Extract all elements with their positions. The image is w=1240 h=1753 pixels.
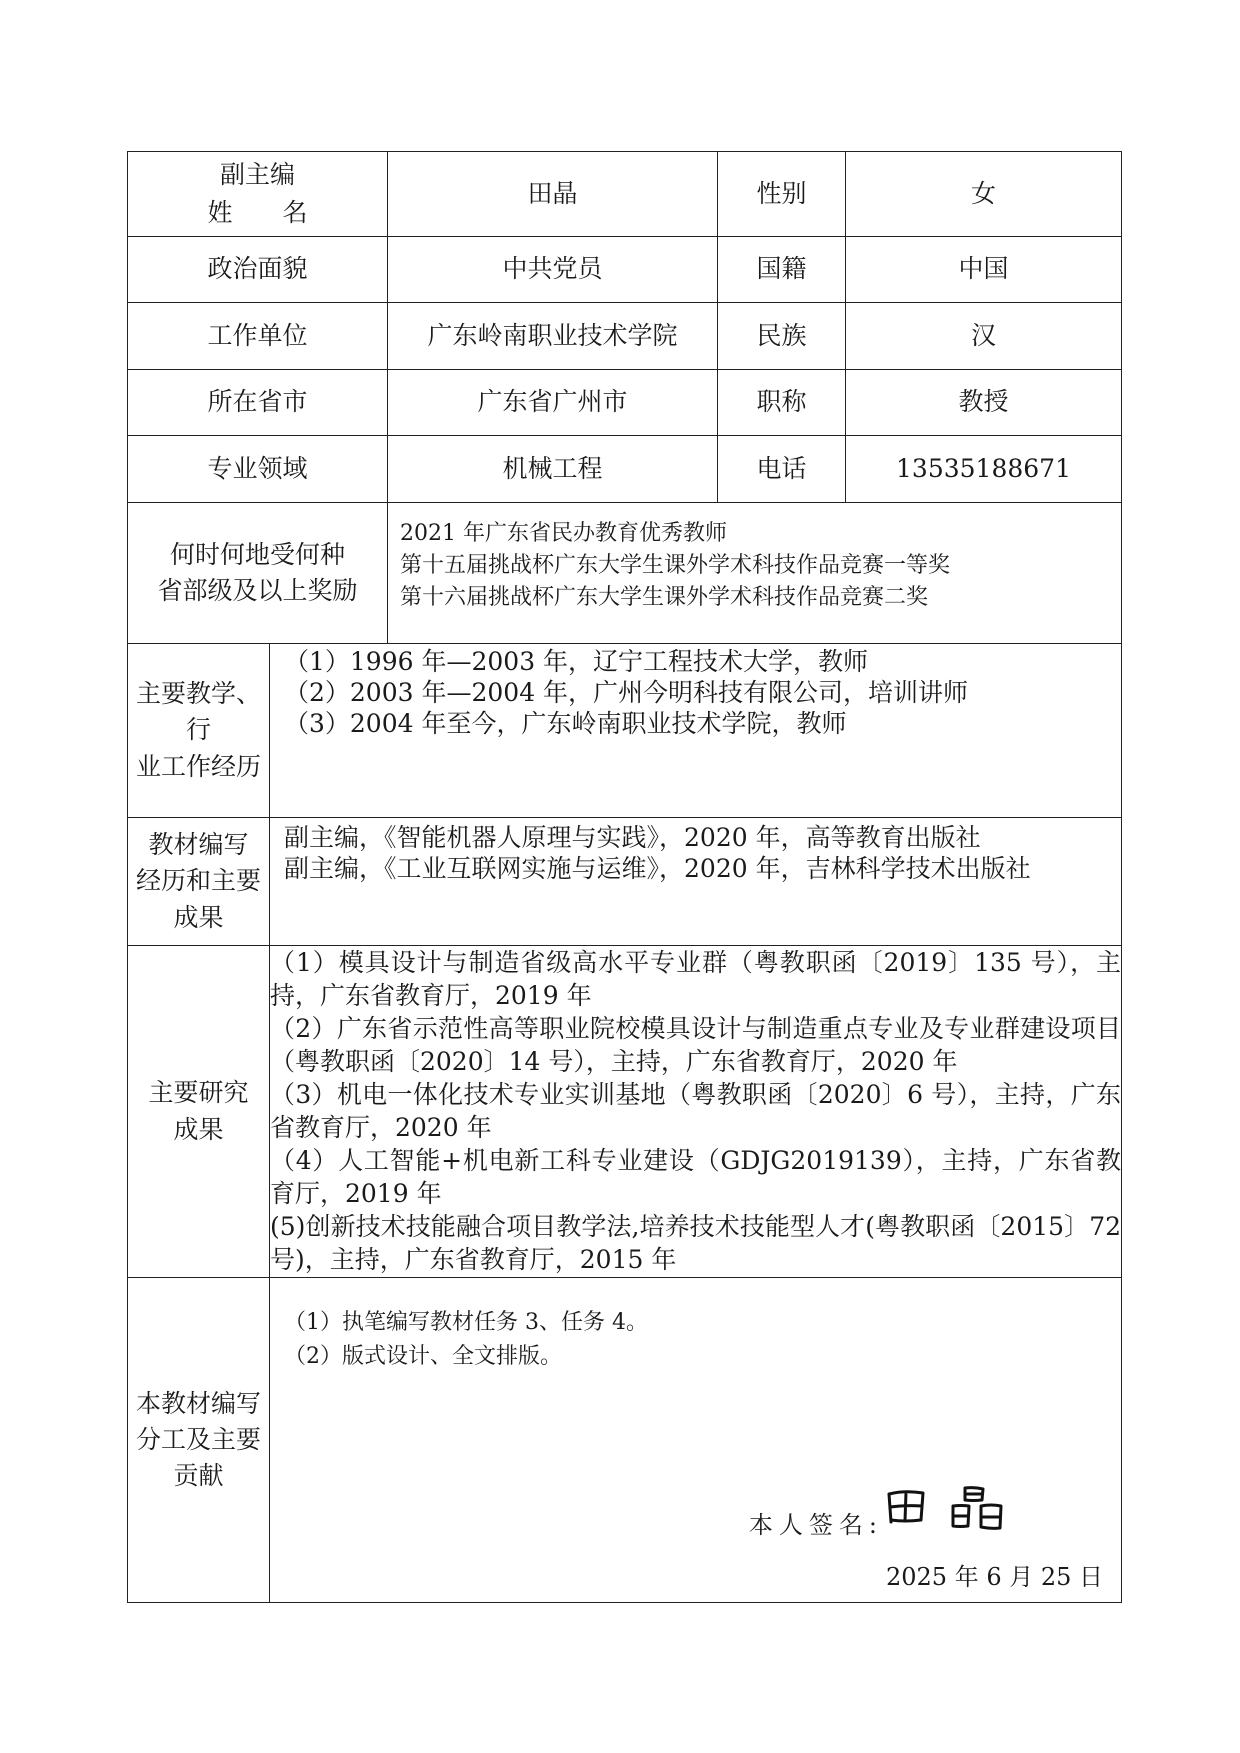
ethnicity-value: 汉 [846, 303, 1122, 370]
research-item: (5)创新技术技能融合项目教学法,培养技术技能型人才(粤教职函〔2015〕72 号)，主持，广东省教育厅，2015 年 [270, 1212, 1122, 1274]
research-label [128, 946, 270, 1278]
contribution-label-line3: 贡献 [173, 1461, 224, 1491]
research-label-line1: 主要研究 [148, 1078, 249, 1108]
row-textbooks [128, 818, 1122, 946]
gender-label: 性别 [718, 152, 846, 237]
experience-content [270, 644, 1122, 818]
name-label-cell [128, 152, 388, 237]
experience-label [128, 644, 270, 818]
award-item: 2021 年广东省民办教育优秀教师 [400, 521, 727, 546]
row-field [128, 436, 1122, 503]
contribution-label-line2: 分工及主要 [135, 1424, 261, 1454]
row-awards [128, 503, 1122, 644]
row-contribution [128, 1278, 1122, 1603]
politics-value: 中共党员 [388, 237, 718, 303]
signature-drawing [883, 1484, 1033, 1534]
province-value: 广东省广州市 [388, 370, 718, 436]
experience-label-line2: 业工作经历 [135, 751, 261, 781]
award-item: 第十五届挑战杯广东大学生课外学术科技作品竞赛一等奖 [400, 553, 951, 578]
politics-label: 政治面貌 [128, 237, 388, 303]
field-label: 专业领域 [128, 436, 388, 503]
textbooks-content [270, 818, 1122, 946]
contribution-items [270, 1278, 1121, 1374]
name-value: 田晶 [388, 152, 718, 237]
gender-value: 女 [846, 152, 1122, 237]
award-item: 第十六届挑战杯广东大学生课外学术科技作品竞赛二奖 [400, 585, 929, 610]
awards-content [388, 503, 1122, 644]
experience-item: （3）2004 年至今，广东岭南职业技术学院，教师 [284, 709, 847, 738]
research-item: （3）机电一体化技术专业实训基地（粤教职函〔2020〕6 号），主持，广东省教育厅，2020 年 [270, 1080, 1122, 1142]
contribution-label [128, 1278, 270, 1603]
field-value: 机械工程 [388, 436, 718, 503]
experience-label-line1: 主要教学、行 [135, 679, 261, 745]
textbooks-label-line1: 教材编写 [148, 830, 249, 860]
phone-label: 电话 [718, 436, 846, 503]
role-label: 副主编 [220, 160, 296, 189]
contribution-content [270, 1278, 1122, 1603]
nationality-label: 国籍 [718, 237, 846, 303]
research-item: （2）广东省示范性高等职业院校模具设计与制造重点专业及专业群建设项目（粤教职函〔2020〕14 号），主持，广东省教育厅，2020 年 [270, 1014, 1122, 1076]
row-work [128, 303, 1122, 370]
name-label: 姓 名 [207, 198, 308, 227]
row-politics [128, 237, 1122, 303]
textbook-item: 副主编，《工业互联网实施与运维》，2020 年，吉林科学技术出版社 [284, 854, 1031, 883]
contribution-item: （2）版式设计、全文排版。 [284, 1344, 562, 1369]
row-province [128, 370, 1122, 436]
work-value: 广东岭南职业技术学院 [388, 303, 718, 370]
row-name [128, 152, 1122, 237]
research-item: （1）模具设计与制造省级高水平专业群（粤教职函〔2019〕135 号），主持，广东省教育厅，2019 年 [270, 948, 1122, 1010]
experience-item: （1）1996 年—2003 年，辽宁工程技术大学，教师 [284, 647, 869, 676]
research-label-line2: 成果 [173, 1114, 224, 1144]
title-label: 职称 [718, 370, 846, 436]
signature-label: 本人签名: [748, 1511, 884, 1539]
handwritten-signature [883, 1484, 1033, 1540]
row-experience [128, 644, 1122, 818]
contribution-item: （1）执笔编写教材任务 3、任务 4。 [284, 1310, 648, 1335]
phone-value: 13535188671 [846, 436, 1122, 503]
textbooks-label-line3: 成果 [173, 902, 224, 932]
title-value: 教授 [846, 370, 1122, 436]
contribution-label-line1: 本教材编写 [135, 1388, 261, 1418]
nationality-value: 中国 [846, 237, 1122, 303]
province-label: 所在省市 [128, 370, 388, 436]
work-label: 工作单位 [128, 303, 388, 370]
research-content [270, 946, 1122, 1278]
research-item: （4）人工智能+机电新工科专业建设（GDJG2019139），主持，广东省教育厅，2019 年 [270, 1146, 1122, 1208]
textbooks-label [128, 818, 270, 946]
awards-label-line1: 何时何地受何种 [170, 539, 346, 569]
signature-date: 2025 年 6 月 25 日 [885, 1563, 1104, 1591]
textbook-item: 副主编，《智能机器人原理与实践》，2020 年，高等教育出版社 [284, 823, 981, 852]
textbooks-label-line2: 经历和主要 [135, 866, 261, 896]
ethnicity-label: 民族 [718, 303, 846, 370]
row-research [128, 946, 1122, 1278]
experience-item: （2）2003 年—2004 年，广州今明科技有限公司，培训讲师 [284, 678, 969, 707]
editor-info-table [127, 151, 1122, 1603]
awards-label-line2: 省部级及以上奖励 [157, 576, 358, 605]
awards-label [128, 503, 388, 644]
